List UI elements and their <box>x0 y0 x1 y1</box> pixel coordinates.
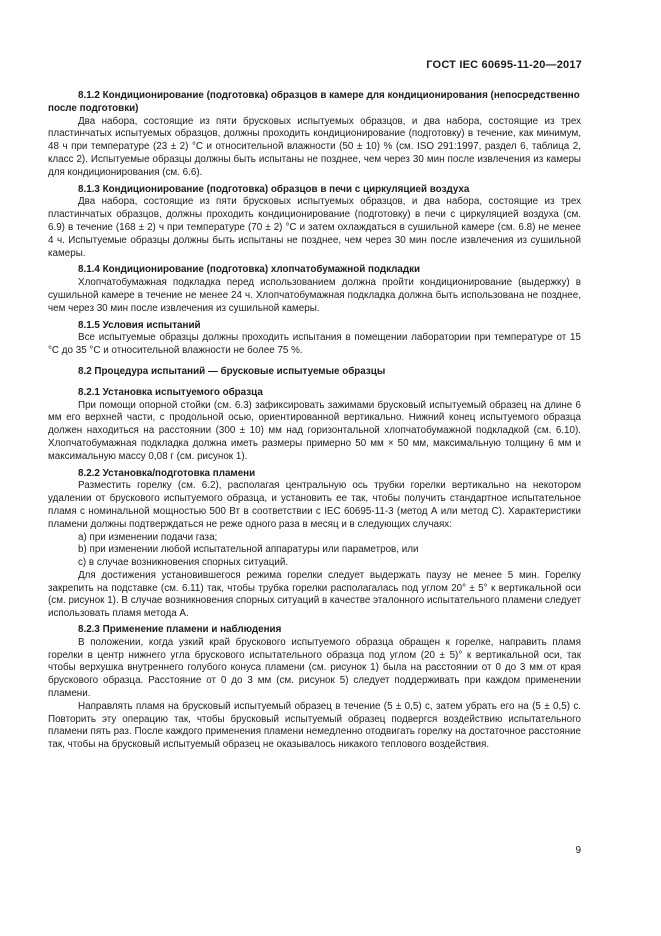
section-text-8-1-2: Два набора, состоящие из пяти брусковых испытуемых образцов, и два набора, состоящие из трех пластинчатых испытуемых образцов, должны проходить кондиционирование (подготовку) в течение, как минимум, 48 ч при температуре (23 ± 2) °С и относительной влажности (50 ± 10) % (см. ISO 291:1997, раздел 6, таблица 2, класс 2). Испытуемые образцы должны быть испытаны не позднее, чем через 30 мин после извлечения из камеры для кондиционирования (см. 6.6). <box>48 115 581 178</box>
section-text-8-1-5: Все испытуемые образцы должны проходить испытания в помещении лаборатории при температуре от 15 °С до 35 °С и относительной влажности не более 75 %. <box>48 332 581 357</box>
section-heading-8-2: 8.2 Процедура испытаний — брусковые испытуемые образцы <box>78 365 386 377</box>
section-text-8-1-3: Два набора, состоящие из пяти брусковых испытуемых образцов, и два набора, состоящие из трех пластинчатых образцов, должны проходить кондиционирование (подготовку) в печи с циркуляцией воздуха (см. 6.9) в течение (168 ± 2) ч при температуре (70 ± 2) °С и затем охлаждаться в сушильной камере (см. 6.8) не менее 4 ч. Испытуемые образцы должны быть испытаны не позднее, чем через 30 мин после извлечения из сушильной камеры. <box>48 196 581 259</box>
section-text-8-2-3-position: В положении, когда узкий край брускового испытуемого образца обращен к горелке, направить пламя горелки в центр нижнего угла брускового испытательного образца под углом (20 ± 5)° к вертикальной оси, так чтобы верхушка внутреннего голубого конуса пламени (см. рисунок 1) была на расстоянии от 0 до 3 мм от края брускового образца. Расстояние от 0 до 3 мм (см. рисунок 5) следует поддерживать при каждом применении пламени. <box>48 636 581 700</box>
page-content <box>48 90 581 752</box>
section-text-8-2-3-application: Направлять пламя на брусковый испытуемый образец в течение (5 ± 0,5) с, затем убрать его на (5 ± 0,5) с. Повторить эту операцию так, чтобы брусковый испытуемый образец подвергся воздействию испытательного пламени пять раз. После каждого применения пламени немедленно отодвигать горелку на достаточное расстояние так, чтобы на брусковый испытуемый образец не оказывалось никакого теплового воздействия. <box>48 700 581 751</box>
section-heading-8-1-2: 8.1.2 Кондиционирование (подготовка) образцов в камере для кондиционирования (непосредственно после подготовки) <box>48 90 580 114</box>
section-heading-8-2-2: 8.2.2 Установка/подготовка пламени <box>78 467 256 479</box>
list-item: b) при изменении любой испытательной аппаратуры или параметров, или <box>78 544 419 556</box>
section-heading-8-1-3: 8.1.3 Кондиционирование (подготовка) образцов в печи с циркуляцией воздуха <box>78 183 470 195</box>
section-text-8-2-2-burner: Для достижения установившегося режима горелки следует выдержать паузу не менее 5 мин. Горелку закрепить на подставке (см. 6.11) так, чтобы трубка горелки располагалась под углом 20° ± 5° к вертикальной оси (см. рисунок 1). В случае возникновения спорных ситуаций в качестве эталонного испытательного пламени следует использовать пламя метода А. <box>48 569 581 620</box>
document-code-header: ГОСТ IEC 60695-11-20—2017 <box>426 59 582 71</box>
section-heading-8-2-3: 8.2.3 Применение пламени и наблюдения <box>78 624 282 636</box>
list-item: а) при изменении подачи газа; <box>78 531 218 543</box>
section-heading-8-1-4: 8.1.4 Кондиционирование (подготовка) хлопчатобумажной подкладки <box>78 264 421 276</box>
section-text-8-2-2-intro: Разместить горелку (см. 6.2), располагая центральную ось трубки горелки вертикально на некотором удалении от брускового испытуемого образца, и установить ее так, чтобы получить стандартное испытательное пламя с номинальной мощностью 500 Вт в соответствии с IEC 60695-11-3 (метод А или метод С). Характеристики пламени должны подтверждаться не реже одного раза в месяц и в следующих случаях: <box>48 480 581 530</box>
page-number: 9 <box>575 845 581 856</box>
section-heading-8-2-1: 8.2.1 Установка испытуемого образца <box>78 386 263 398</box>
list-item: с) в случае возникновения спорных ситуаций. <box>78 557 289 569</box>
section-text-8-1-4: Хлопчатобумажная подкладка перед использованием должна пройти кондиционирование (выдержку) в сушильной камере в течение не менее 24 ч. Хлопчатобумажная подкладка должна быть использована не позднее, чем через 30 мин после извлечения из сушильной камеры. <box>48 277 581 314</box>
section-text-8-2-1: При помощи опорной стойки (см. 6.3) зафиксировать зажимами брусковый испытуемый образец на длине 6 мм его верхней части, с продольной осью, ориентированной вертикально. Нижний конец испытуемого образца должен находиться на расстоянии (300 ± 10) мм над горизонтальной хлопчатобумажной подкладкой (см. 6.10). Хлопчатобумажная подкладка должна иметь размеры примерно 50 мм × 50 мм, максимальную толщину 6 мм и максимальную массу 0,08 г (см. рисунок 1). <box>48 399 581 462</box>
section-heading-8-1-5: 8.1.5 Условия испытаний <box>78 319 201 331</box>
